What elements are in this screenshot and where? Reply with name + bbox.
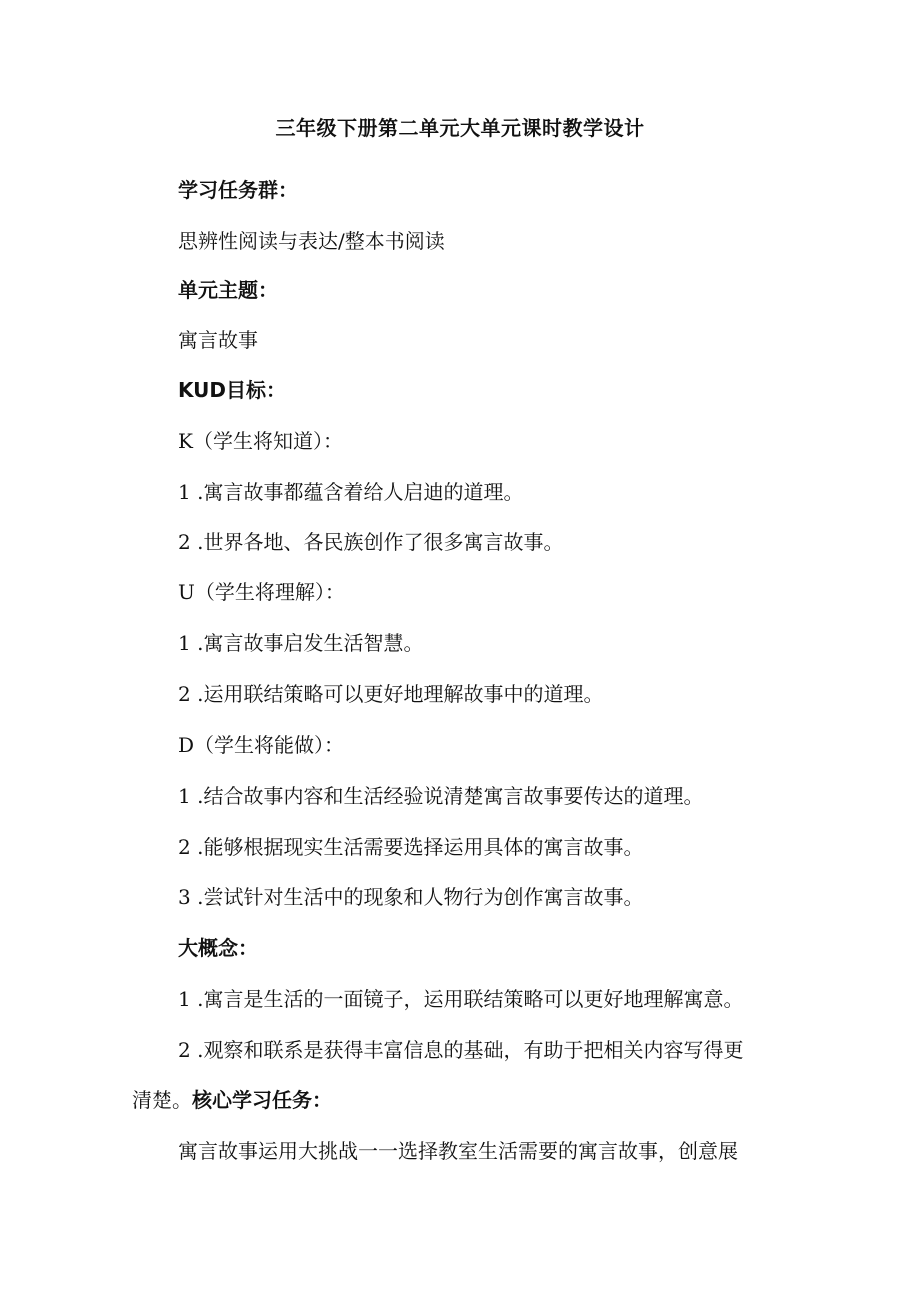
core-task-heading: 核心学习任务： [192, 1088, 332, 1112]
k-item: 1 .寓言故事都蕴含着给人启迪的道理。 [178, 480, 524, 504]
d-item: 1 .结合故事内容和生活经验说清楚寓言故事要传达的道理。 [178, 784, 704, 808]
d-heading: D（学生将能做）： [178, 733, 345, 757]
k-item: 2 .世界各地、各民族创作了很多寓言故事。 [178, 530, 564, 554]
big-concept-item: 1 .寓言是生活的一面镜子，运用联结策略可以更好地理解寓意。 [178, 987, 744, 1011]
d-item: 2 .能够根据现实生活需要选择运用具体的寓言故事。 [178, 835, 644, 859]
document-title: 三年级下册第二单元大单元课时教学设计 [275, 116, 645, 140]
big-concept-item-continuation: 清楚。 [132, 1088, 192, 1112]
kud-heading: KUD目标： [178, 378, 286, 402]
unit-theme-text: 寓言故事 [178, 328, 258, 352]
u-item: 1 .寓言故事启发生活智慧。 [178, 631, 424, 655]
big-concept-heading: 大概念： [178, 936, 258, 960]
u-heading: U（学生将理解）： [178, 580, 345, 604]
big-concept-item: 2 .观察和联系是获得丰富信息的基础，有助于把相关内容写得更 [178, 1038, 744, 1062]
d-item: 3 .尝试针对生活中的现象和人物行为创作寓言故事。 [178, 885, 644, 909]
big-concept-continuation-line [132, 1086, 332, 1114]
core-task-text: 寓言故事运用大挑战一一选择教室生活需要的寓言故事，创意展 [178, 1139, 738, 1163]
k-heading: K（学生将知道）： [178, 429, 343, 453]
unit-theme-heading: 单元主题： [178, 278, 278, 302]
u-item: 2 .运用联结策略可以更好地理解故事中的道理。 [178, 682, 604, 706]
task-group-text: 思辨性阅读与表达/整本书阅读 [178, 229, 445, 253]
task-group-heading: 学习任务群： [178, 178, 298, 202]
